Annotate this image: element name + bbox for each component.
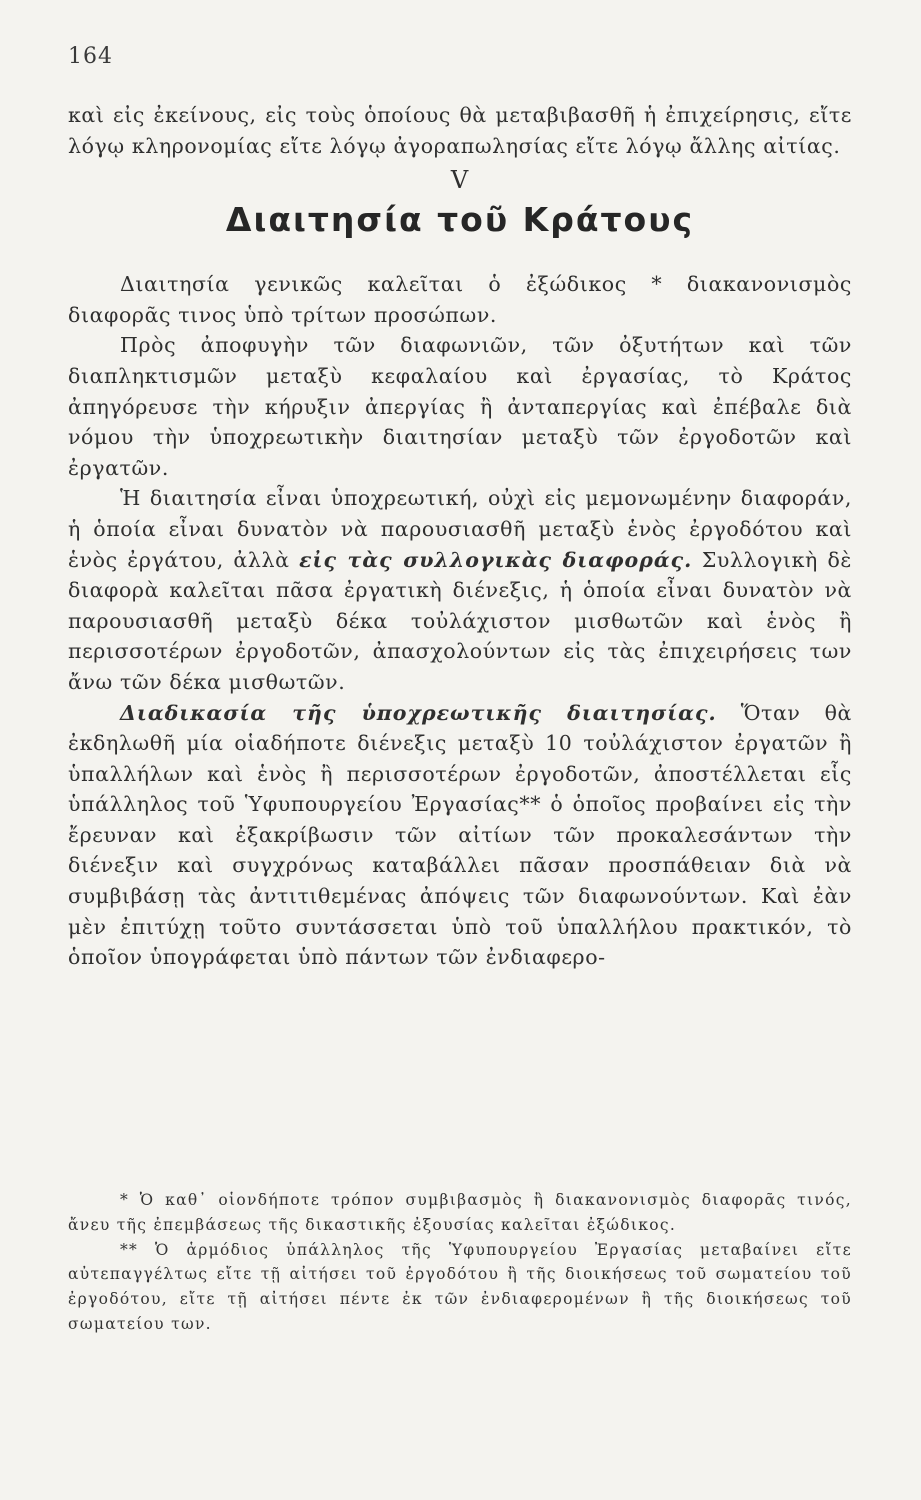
mandatory-emphasis: εἰς τὰς συλλογικὰς διαφοράς. <box>299 547 693 572</box>
procedure-text: Ὅταν θὰ ἐκδηλωθῆ μία οἱαδήποτε διένεξις μεταξὺ 10 τοὐλάχιστον ἐργατῶν ἢ ὑπαλλήλων καὶ ἑνὸς ἢ περισσοτέρων ἐργοδοτῶν, ἀποστέλλεται εἷς ὑπάλληλος τοῦ Ὑφυπουργείου Ἐργασίας** ὁ ὁποῖος προβαίνει εἰς τὴν ἔρευναν καὶ ἐξακρίβωσιν τῶν αἰτίων τῶν προκαλεσάντων τὴν διένεξιν καὶ συγχρόνως καταβάλλει πᾶσαν προσπάθειαν διὰ νὰ συμβιβάσῃ τὰς ἀντιτιθεμένας ἀπόψεις τῶν διαφωνούντων. Καὶ ἐὰν μὲν ἐπιτύχῃ τοῦτο συντάσσεται ὑπὸ τοῦ ὑπαλλήλου πρακτικόν, τὸ ὁποῖον ὑπογράφεται ὑπὸ πάντων τῶν ἐνδιαφερο- <box>68 700 852 970</box>
page-number: 164 <box>68 44 113 69</box>
footnote-2: ** Ὁ ἁρμόδιος ὑπάλληλος τῆς Ὑφυπουργείου Ἐργασίας μεταβαίνει εἴτε αὐτεπαγγέλτως εἴτε τῇ αἰτήσει τοῦ ἐργοδότου ἢ τῆς διοικήσεως τοῦ σωματείου τοῦ ἐργοδότου, εἴτε τῇ αἰτήσει πέντε ἐκ τῶν ἐνδιαφερομένων ἢ τῆς διοικήσεως τοῦ σωματείου των. <box>68 1240 852 1333</box>
paragraph-definition: Διαιτησία γενικῶς καλεῖται ὁ ἐξώδικος * διακανονισμὸς διαφορᾶς τινος ὑπὸ τρίτων προσώπων. <box>68 272 852 327</box>
footnotes <box>68 1188 852 1337</box>
paragraph-avoidance: Πρὸς ἀποφυγὴν τῶν διαφωνιῶν, τῶν ὀξυτήτων καὶ τῶν διαπληκτισμῶν μεταξὺ κεφαλαίου καὶ ἐργασίας, τὸ Κράτος ἀπηγόρευσε τὴν κήρυξιν ἀπεργίας ἢ ἀνταπεργίας καὶ ἐπέβαλε διὰ νόμου τὴν ὑποχρεωτικὴν διαιτησίαν μεταξὺ τῶν ἐργοδοτῶν καὶ ἐργατῶν. <box>68 333 852 480</box>
paragraph-procedure <box>68 698 852 973</box>
body-text <box>68 100 852 973</box>
section-title: Διαιτησία τοῦ Κράτους <box>225 200 695 240</box>
paragraph-mandatory <box>68 483 852 697</box>
footnote-1: * Ὁ καθ᾽ οἱονδήποτε τρόπον συμβιβασμὸς ἢ διακανονισμὸς διαφορᾶς τινός, ἄνευ τῆς ἐπεμβάσεως τῆς δικαστικῆς ἐξουσίας καλεῖται ἐξώδικος. <box>68 1191 852 1234</box>
mandatory-text-start: Ἡ διαιτησία εἶναι ὑποχρεωτική, οὐχὶ εἰς μεμονωμένην διαφοράν, ἡ ὁποία εἶναι δυνατὸν νὰ παρουσιασθῆ μεταξὺ ἑνὸς ἐργοδότου καὶ ἑνὸς ἐργάτου, ἀλλὰ <box>68 486 852 572</box>
mandatory-text-end: Συλλογικὴ δὲ διαφορὰ καλεῖται πᾶσα ἐργατικὴ διένεξις, ἡ ὁποία εἶναι δυνατὸν νὰ παρουσιασθῆ μεταξὺ δέκα τοὐλάχιστον μισθωτῶν καὶ ἑνὸς ἢ περισσοτέρων ἐργοδοτῶν, ἀπασχολούντων εἰς τὰς ἐπιχειρήσεις των ἄνω τῶν δέκα μισθωτῶν. <box>68 547 852 694</box>
section-number: V <box>450 166 470 195</box>
procedure-heading: Διαδικασία τῆς ὑποχρεωτικῆς διαιτησίας. <box>120 700 717 725</box>
paragraph-intro: καὶ εἰς ἐκείνους, εἰς τοὺς ὁποίους θὰ μεταβιβασθῆ ἡ ἐπιχείρησις, εἴτε λόγῳ κληρονομίας εἴτε λόγῳ ἀγοραπωλησίας εἴτε λόγῳ ἄλλης αἰτίας. <box>68 103 852 158</box>
